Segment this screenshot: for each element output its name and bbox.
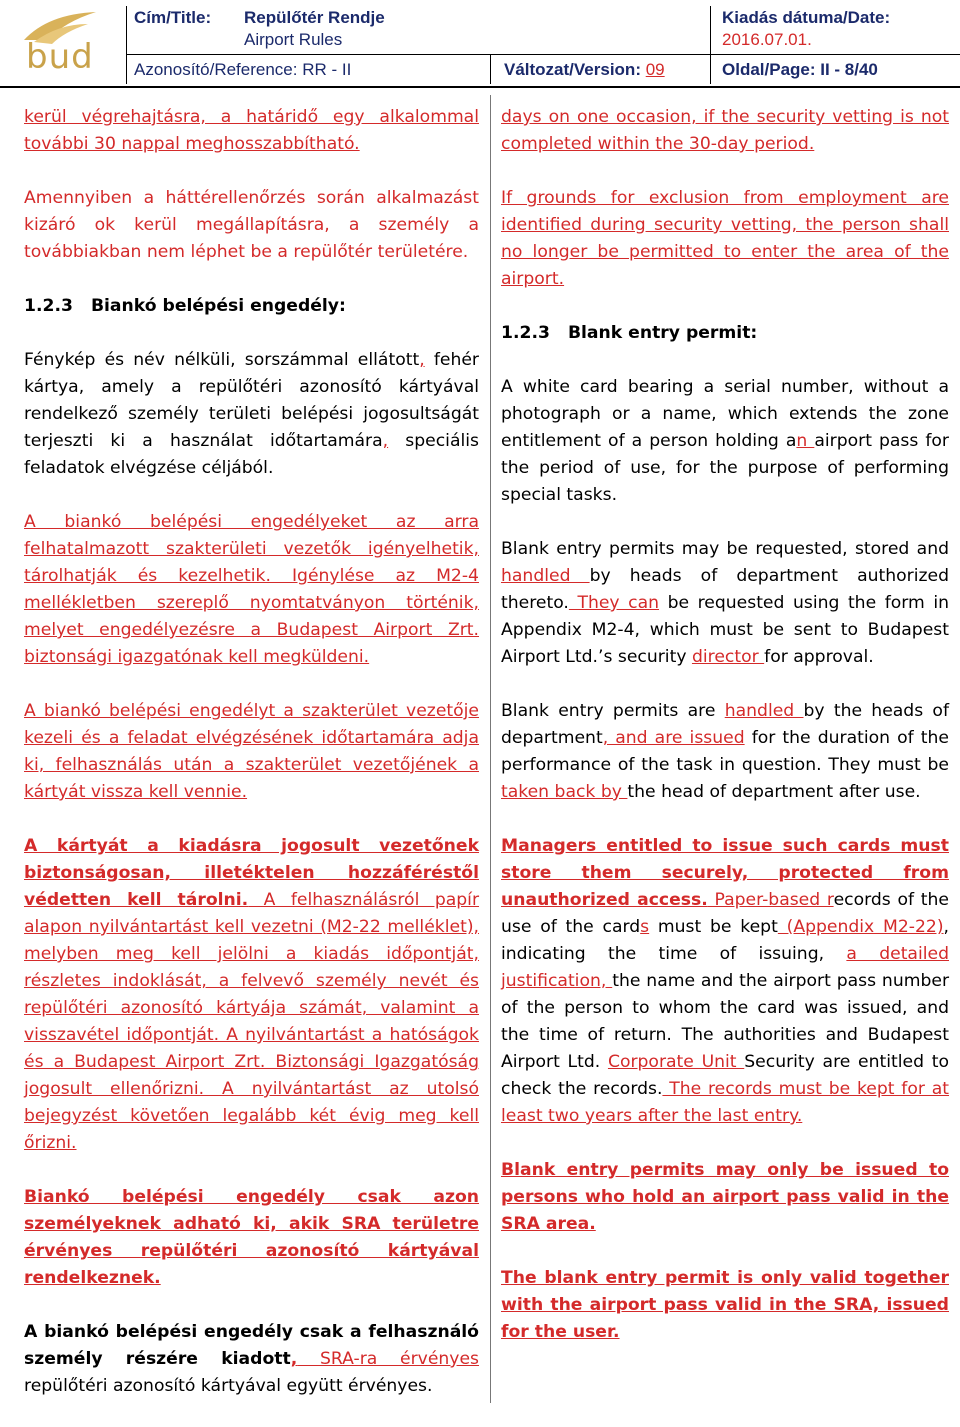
title-en: Airport Rules	[244, 30, 343, 49]
version-label: Változat/Version:	[504, 60, 641, 79]
hu-p3-comma2: ,	[382, 431, 389, 451]
en-p5-b: by the heads of department	[501, 701, 950, 748]
en-p6-appendix: (Appendix M2-22)	[777, 917, 944, 937]
hu-paragraph-2: Amennyiben a háttérellenőrzés során alkalmazást kizáró ok kerül megállapításra, a személy a továbbiakban nem léphet be a repülőtér területére.	[24, 188, 479, 262]
en-p5-issued: , and are issued	[602, 728, 745, 748]
en-p5-a: Blank entry permits are	[501, 701, 725, 721]
en-p4-director: director	[691, 647, 765, 667]
logo-text: bud	[26, 37, 94, 77]
hu-paragraph-6	[24, 833, 479, 1157]
en-p6-bold: Managers entitled to issue such cards must store them securely, protected from unauthorized access.	[501, 836, 949, 910]
en-p6-kept: The records must be kept for at least two years after the last entry.	[501, 1079, 949, 1126]
en-paragraph-3	[501, 374, 949, 509]
header-divider	[710, 6, 711, 84]
en-paragraph-2: If grounds for exclusion from employment are identified during security vetting, the person shall no longer be permitted to enter the area of the airport.	[501, 188, 949, 289]
en-p6-corporate: Corporate Unit	[607, 1052, 745, 1072]
en-p6-s: s	[640, 917, 650, 937]
document-header	[0, 0, 960, 88]
hu-p8-a: A biankó belépési engedély csak a felhasználó személy részére kiadott	[24, 1322, 479, 1369]
en-p3-n: n	[796, 431, 815, 451]
en-p4-b: by heads of department authorized thereto.	[501, 566, 949, 613]
english-column	[501, 104, 949, 1373]
hu-p3-b: fehér kártya, amely a repülőtéri azonosító kártyával rendelkező személy területi belépési jogosultságát terjeszti ki a használat időtartamára	[24, 350, 479, 451]
en-p6-b: must be kept	[649, 917, 778, 937]
hu-p8-sra: SRA-ra érvényes	[297, 1349, 480, 1369]
hu-p6-bold: A kártyát a kiadásra jogosult vezetőnek biztonságosan, illetéktelen hozzáféréstől védetten kell tárolni.	[24, 836, 479, 910]
header-bottom-rule	[0, 86, 960, 88]
page-number: Oldal/Page: II - 8/40	[722, 60, 878, 79]
en-p4-they: They can	[568, 593, 660, 613]
hu-paragraph-8	[24, 1319, 479, 1400]
hungarian-column	[24, 104, 479, 1427]
en-paragraph-4	[501, 536, 949, 671]
en-p6-paper: Paper-based r	[707, 890, 834, 910]
en-p5-c: for the duration of the performance of the task in question. They must be	[501, 728, 949, 775]
en-p4-a: Blank entry permits may be requested, stored and	[501, 539, 949, 559]
version-value: 09	[645, 60, 665, 79]
en-p6-justification: a detailed justification,	[501, 944, 949, 991]
hu-p3-a: Fénykép és név nélküli, sorszámmal ellátott	[24, 350, 420, 370]
hu-paragraph-3	[24, 347, 479, 482]
hu-paragraph-1: kerül végrehajtásra, a határidő egy alkalommal további 30 nappal meghosszabbítható.	[24, 107, 479, 154]
en-paragraph-6	[501, 833, 949, 1130]
hu-section-title: Biankó belépési engedély:	[90, 296, 346, 316]
en-p4-c: be requested using the form in Appendix M2-4, which must be sent to Budapest Airport Ltd.’s security	[501, 593, 949, 667]
en-section-heading	[501, 320, 949, 347]
date-label: Kiadás dátuma/Date:	[722, 8, 891, 27]
en-paragraph-5	[501, 698, 949, 806]
date-value: 2016.07.01.	[722, 30, 812, 49]
title-label: Cím/Title:	[134, 8, 212, 27]
hu-paragraph-7: Biankó belépési engedély csak azon személyeknek adható ki, akik SRA területre érvényes repülőtéri azonosító kártyával rendelkeznek.	[24, 1187, 479, 1288]
en-p6-e: Security are entitled to check the records.	[501, 1052, 949, 1099]
en-p4-d: for approval.	[764, 647, 874, 667]
en-p5-handled: handled	[724, 701, 804, 721]
en-p3-b: airport pass for the period of use, for the purpose of performing special tasks.	[501, 431, 949, 505]
hu-section-heading	[24, 293, 479, 320]
hu-section-number: 1.2.3	[24, 296, 73, 316]
hu-paragraph-5: A biankó belépési engedélyt a szakterület vezetője kezeli és a feladat elvégzésének időtartamára adja ki, felhasználás után a szakterület vezetőjének a kártyát vissza kell vennie.	[24, 701, 479, 802]
hu-p6-rest: A felhasználásról papír alapon nyilvántartást kell vezetni (M2-22 melléklet), melyben meg kell jelölni a kiadás időpontját, részletes indoklását, a felvevő személy nevét és repülőtéri azonosító kártyája számát, valamint a visszavétel időpontját. A nyilvántartást a hatóságok és a Budapest Airport Zrt. Biztonsági Igazgatóság jogosult ellenőrizni. A nyilvántartást az utolsó bejegyzést követően legalább két évig meg kell őrizni.	[24, 890, 480, 1153]
header-divider	[490, 55, 491, 84]
en-p6-d: the name and the airport pass number of the person to whom the card was issued, and the time of return. The authorities and Budapest Airport Ltd.	[501, 971, 950, 1072]
en-p5-taken: taken back by	[501, 782, 628, 802]
hu-p8-b: repülőtéri azonosító kártyával együtt érvényes.	[24, 1376, 433, 1396]
title-hu: Repülőtér Rendje	[244, 8, 385, 27]
column-divider	[490, 95, 491, 1403]
en-section-title: Blank entry permit:	[567, 323, 758, 343]
en-paragraph-8: The blank entry permit is only valid together with the airport pass valid in the SRA, issued for the user.	[501, 1268, 949, 1342]
en-p5-d: the head of department after use.	[627, 782, 921, 802]
hu-p3-comma1: ,	[419, 350, 425, 370]
hu-p3-c: speciális feladatok elvégzése céljából.	[24, 431, 479, 478]
en-p3-a: A white card bearing a serial number, without a photograph or a name, which extends the zone entitlement of a person holding a	[501, 377, 949, 451]
en-paragraph-1: days on one occasion, if the security vetting is not completed within the 30-day period.	[501, 107, 949, 154]
header-rule	[126, 54, 960, 55]
en-p6-c: , indicating the time of issuing,	[501, 917, 950, 964]
en-p6-a: ecords of the use of the card	[501, 890, 949, 937]
en-paragraph-7: Blank entry permits may only be issued to persons who hold an airport pass valid in the SRA area.	[501, 1160, 949, 1234]
en-p4-handled: handled	[501, 566, 590, 586]
en-section-number: 1.2.3	[501, 323, 550, 343]
hu-paragraph-4: A biankó belépési engedélyeket az arra felhatalmazott szakterületi vezetők igényelhetik, tárolhatják és kezelhetik. Igénylése az M2-4 mellékletben szereplő nyomtatványon történik, melyet engedélyezésre a Budapest Airport Zrt. biztonsági igazgatónak kell megküldeni.	[24, 512, 479, 667]
reference: Azonosító/Reference: RR - II	[134, 60, 352, 79]
header-divider	[126, 6, 127, 84]
hu-p8-comma: ,	[290, 1349, 298, 1369]
